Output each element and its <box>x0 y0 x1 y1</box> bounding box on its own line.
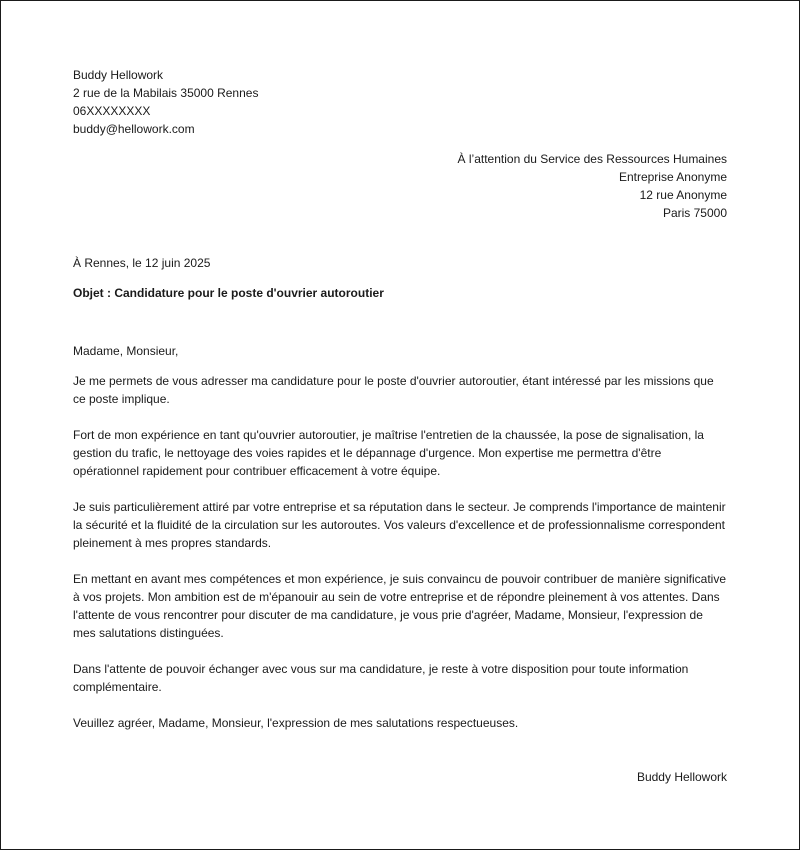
sender-phone: 06XXXXXXXX <box>73 104 151 118</box>
sender-block <box>73 66 727 138</box>
sender-address: 2 rue de la Mabilais 35000 Rennes <box>73 86 259 100</box>
greeting: Madame, Monsieur, <box>73 344 179 358</box>
subject-line: Objet : Candidature pour le poste d'ouvrier autoroutier <box>73 286 384 300</box>
sender-name: Buddy Hellowork <box>73 68 164 82</box>
signature: Buddy Hellowork <box>636 770 727 784</box>
sender-email: buddy@hellowork.com <box>73 122 195 136</box>
recipient-street: 12 rue Anonyme <box>639 188 727 202</box>
recipient-attention: À l’attention du Service des Ressources Humaines <box>457 152 727 166</box>
body-paragraph: Dans l'attente de pouvoir échanger avec vous sur ma candidature, je reste à votre disposition pour toute information complémentaire. <box>73 662 689 694</box>
letter-content <box>73 66 727 786</box>
recipient-company: Entreprise Anonyme <box>618 170 727 184</box>
body-paragraph: Fort de mon expérience en tant qu'ouvrier autoroutier, je maîtrise l'entretien de la chaussée, la pose de signalisation, la gestion du trafic, le nettoyage des voies rapides et le dépannage d'urgence. Mon expertise me permettra d'être opérationnel rapidement pour contribuer efficacement à votre équipe. <box>73 428 704 478</box>
body-paragraph: En mettant en avant mes compétences et mon expérience, je suis convaincu de pouvoir contribuer de manière significative à vos projets. Mon ambition est de m'épanouir au sein de votre entreprise et de répondre pleinement à vos attentes. Dans l'attente de vous rencontrer pour discuter de ma candidature, je vous prie d'agréer, Madame, Monsieur, l'expression de mes salutations distinguées. <box>73 572 727 640</box>
body-paragraph: Je suis particulièrement attiré par votre entreprise et sa réputation dans le secteur. Je comprends l'importance de maintenir la sécurité et la fluidité de la circulation sur les autoroutes. Vos valeurs d'excellence et de professionnalisme correspondent pleinement à mes propres standards. <box>73 500 726 550</box>
closing-formula: Veuillez agréer, Madame, Monsieur, l'expression de mes salutations respectueuses. <box>73 716 519 730</box>
date-line: À Rennes, le 12 juin 2025 <box>73 256 211 270</box>
recipient-city: Paris 75000 <box>662 206 727 220</box>
body-paragraph: Je me permets de vous adresser ma candidature pour le poste d'ouvrier autoroutier, étant intéressé par les missions que ce poste implique. <box>73 374 714 406</box>
recipient-block <box>73 150 727 222</box>
